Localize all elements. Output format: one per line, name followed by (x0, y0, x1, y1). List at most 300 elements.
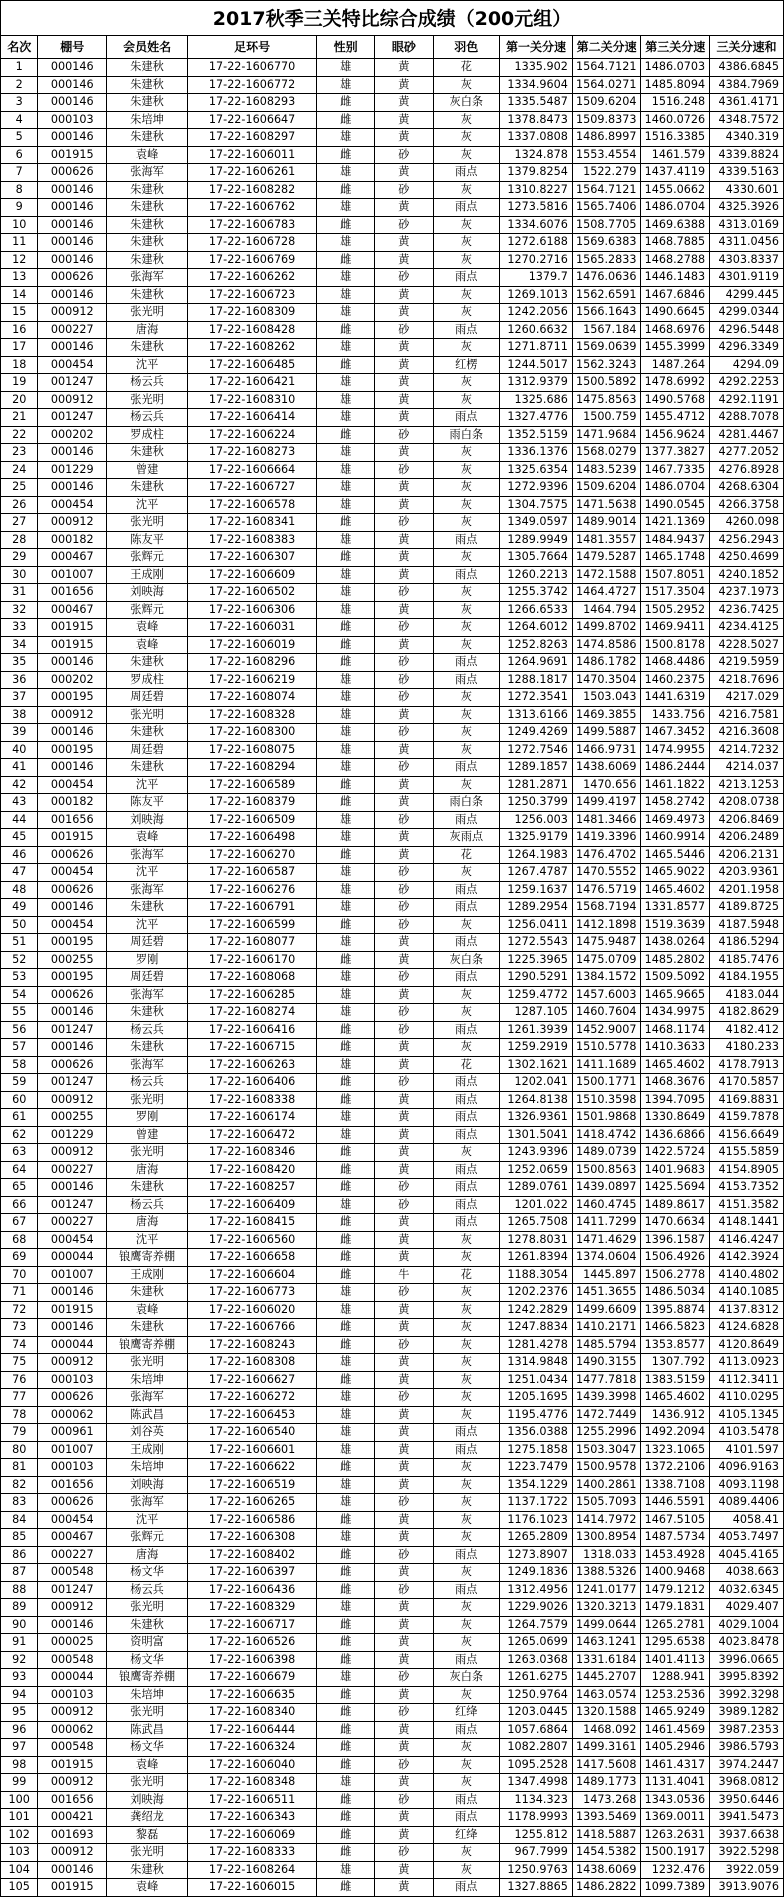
cell-ring-no: 17-22-1608329 (188, 1599, 317, 1617)
cell-total-speed: 4206.2131 (710, 846, 784, 864)
cell-eye-sand: 砂 (375, 181, 433, 199)
cell-rank: 54 (1, 986, 38, 1004)
cell-member-name: 张海军 (107, 1389, 188, 1407)
table-row (1, 444, 784, 462)
cell-rank: 20 (1, 391, 38, 409)
cell-stage2-speed: 1553.4554 (572, 146, 641, 164)
cell-stage2-speed: 1486.8997 (572, 129, 641, 147)
cell-member-name: 唐海 (107, 1161, 188, 1179)
cell-eye-sand: 黄 (375, 846, 433, 864)
cell-member-name: 张光明 (107, 1774, 188, 1792)
cell-ring-no: 17-22-1606589 (188, 776, 317, 794)
cell-sex: 雌 (317, 94, 375, 112)
cell-stage1-speed: 1264.7579 (500, 1616, 573, 1634)
cell-stage3-speed: 1489.8617 (641, 1196, 710, 1214)
cell-ring-no: 17-22-1606647 (188, 111, 317, 129)
cell-sex: 雄 (317, 1056, 375, 1074)
table-row (1, 1214, 784, 1232)
cell-ring-no: 17-22-1608077 (188, 934, 317, 952)
cell-stage2-speed: 1500.759 (572, 409, 641, 427)
table-row (1, 1424, 784, 1442)
table-row (1, 1634, 784, 1652)
cell-rank: 79 (1, 1424, 38, 1442)
cell-stage3-speed: 1458.2742 (641, 794, 710, 812)
cell-shed-no: 000912 (38, 706, 107, 724)
cell-stage2-speed: 1400.2861 (572, 1476, 641, 1494)
cell-member-name: 朱建秋 (107, 724, 188, 742)
cell-sex: 雌 (317, 776, 375, 794)
cell-rank: 17 (1, 339, 38, 357)
table-row (1, 479, 784, 497)
cell-stage2-speed: 1499.8702 (572, 619, 641, 637)
table-row (1, 1599, 784, 1617)
cell-rank: 80 (1, 1441, 38, 1459)
cell-stage1-speed: 1289.2954 (500, 899, 573, 917)
table-row (1, 724, 784, 742)
cell-member-name: 陈友平 (107, 794, 188, 812)
cell-feather-color: 灰 (433, 706, 500, 724)
cell-sex: 雄 (317, 531, 375, 549)
cell-stage2-speed: 1562.3243 (572, 356, 641, 374)
cell-stage1-speed: 1261.8394 (500, 1249, 573, 1267)
cell-total-speed: 4296.5448 (710, 321, 784, 339)
table-row (1, 969, 784, 987)
cell-member-name: 朱建秋 (107, 94, 188, 112)
cell-stage1-speed: 1242.2829 (500, 1301, 573, 1319)
cell-rank: 65 (1, 1179, 38, 1197)
cell-sex: 雄 (317, 164, 375, 182)
cell-shed-no: 000454 (38, 776, 107, 794)
cell-shed-no: 000227 (38, 321, 107, 339)
cell-feather-color: 雨点 (433, 1021, 500, 1039)
cell-stage2-speed: 1452.9007 (572, 1021, 641, 1039)
cell-stage2-speed: 1438.6069 (572, 759, 641, 777)
cell-eye-sand: 黄 (375, 1441, 433, 1459)
cell-eye-sand: 砂 (375, 899, 433, 917)
cell-stage3-speed: 1465.9249 (641, 1704, 710, 1722)
cell-stage1-speed: 1301.5041 (500, 1126, 573, 1144)
cell-stage2-speed: 1418.5887 (572, 1826, 641, 1844)
cell-ring-no: 17-22-1606285 (188, 986, 317, 1004)
cell-rank: 51 (1, 934, 38, 952)
cell-eye-sand: 砂 (375, 654, 433, 672)
cell-ring-no: 17-22-1606011 (188, 146, 317, 164)
cell-member-name: 张海军 (107, 164, 188, 182)
cell-sex: 雄 (317, 1861, 375, 1879)
table-row (1, 1721, 784, 1739)
cell-shed-no: 000227 (38, 1214, 107, 1232)
cell-ring-no: 17-22-1606511 (188, 1791, 317, 1809)
cell-total-speed: 4105.1345 (710, 1406, 784, 1424)
table-row (1, 1039, 784, 1057)
cell-total-speed: 4203.9361 (710, 864, 784, 882)
cell-sex: 雌 (317, 1686, 375, 1704)
cell-ring-no: 17-22-1608379 (188, 794, 317, 812)
cell-total-speed: 4340.319 (710, 129, 784, 147)
cell-eye-sand: 砂 (375, 1179, 433, 1197)
table-row (1, 1336, 784, 1354)
cell-member-name: 沈平 (107, 356, 188, 374)
cell-stage2-speed: 1470.656 (572, 776, 641, 794)
cell-stage3-speed: 1517.3504 (641, 584, 710, 602)
cell-eye-sand: 黄 (375, 1459, 433, 1477)
cell-feather-color: 灰 (433, 251, 500, 269)
cell-stage3-speed: 1422.5724 (641, 1144, 710, 1162)
table-row (1, 1389, 784, 1407)
cell-stage2-speed: 1445.2707 (572, 1669, 641, 1687)
cell-stage1-speed: 1326.9361 (500, 1109, 573, 1127)
cell-ring-no: 17-22-1608308 (188, 1354, 317, 1372)
cell-total-speed: 4299.0344 (710, 304, 784, 322)
cell-shed-no: 000255 (38, 951, 107, 969)
cell-feather-color: 雨点 (433, 1581, 500, 1599)
cell-feather-color: 灰 (433, 1301, 500, 1319)
cell-total-speed: 4216.7581 (710, 706, 784, 724)
cell-stage3-speed: 1421.1369 (641, 514, 710, 532)
cell-shed-no: 000146 (38, 94, 107, 112)
cell-shed-no: 000626 (38, 881, 107, 899)
cell-member-name: 杨文华 (107, 1564, 188, 1582)
cell-stage3-speed: 1484.9437 (641, 531, 710, 549)
cell-total-speed: 4213.1253 (710, 776, 784, 794)
cell-rank: 15 (1, 304, 38, 322)
cell-stage2-speed: 1412.1898 (572, 916, 641, 934)
cell-stage3-speed: 1461.1822 (641, 776, 710, 794)
cell-stage2-speed: 1469.3855 (572, 706, 641, 724)
cell-feather-color: 雨点 (433, 1651, 500, 1669)
cell-feather-color: 雨点 (433, 1424, 500, 1442)
cell-feather-color: 雨点 (433, 1791, 500, 1809)
cell-eye-sand: 砂 (375, 1844, 433, 1862)
cell-eye-sand: 砂 (375, 1336, 433, 1354)
cell-rank: 37 (1, 689, 38, 707)
table-row (1, 1564, 784, 1582)
cell-stage3-speed: 1490.0545 (641, 496, 710, 514)
table-row (1, 1179, 784, 1197)
cell-rank: 91 (1, 1634, 38, 1652)
cell-stage2-speed: 1489.9014 (572, 514, 641, 532)
cell-sex: 雌 (317, 1809, 375, 1827)
cell-sex: 雌 (317, 216, 375, 234)
cell-feather-color: 雨白条 (433, 794, 500, 812)
cell-sex: 雌 (317, 356, 375, 374)
cell-rank: 56 (1, 1021, 38, 1039)
cell-total-speed: 4281.4467 (710, 426, 784, 444)
table-row (1, 881, 784, 899)
cell-rank: 32 (1, 601, 38, 619)
cell-total-speed: 4206.8469 (710, 811, 784, 829)
cell-eye-sand: 砂 (375, 619, 433, 637)
cell-stage2-speed: 1486.2822 (572, 1879, 641, 1897)
cell-rank: 72 (1, 1301, 38, 1319)
cell-shed-no: 000146 (38, 1616, 107, 1634)
cell-stage2-speed: 1471.9684 (572, 426, 641, 444)
cell-stage1-speed: 1255.3742 (500, 584, 573, 602)
cell-stage3-speed: 1500.1917 (641, 1844, 710, 1862)
cell-eye-sand: 黄 (375, 951, 433, 969)
cell-ring-no: 17-22-1606421 (188, 374, 317, 392)
table-row (1, 619, 784, 637)
cell-sex: 雌 (317, 1546, 375, 1564)
cell-eye-sand: 黄 (375, 1126, 433, 1144)
cell-total-speed: 4361.4171 (710, 94, 784, 112)
cell-rank: 10 (1, 216, 38, 234)
cell-ring-no: 17-22-1606272 (188, 1389, 317, 1407)
cell-stage1-speed: 1243.9396 (500, 1144, 573, 1162)
cell-rank: 41 (1, 759, 38, 777)
cell-feather-color: 灰 (433, 1406, 500, 1424)
table-row (1, 1739, 784, 1757)
table-row (1, 794, 784, 812)
cell-eye-sand: 黄 (375, 1879, 433, 1897)
cell-sex: 雄 (317, 479, 375, 497)
cell-total-speed: 4218.7696 (710, 671, 784, 689)
cell-sex: 雌 (317, 1021, 375, 1039)
cell-feather-color: 雨点 (433, 1721, 500, 1739)
cell-member-name: 周廷碧 (107, 934, 188, 952)
cell-stage1-speed: 1223.7479 (500, 1459, 573, 1477)
cell-stage3-speed: 1461.4569 (641, 1721, 710, 1739)
cell-total-speed: 4186.5294 (710, 934, 784, 952)
cell-ring-no: 17-22-1606783 (188, 216, 317, 234)
cell-rank: 9 (1, 199, 38, 217)
cell-feather-color: 雨点 (433, 199, 500, 217)
cell-stage3-speed: 1377.3827 (641, 444, 710, 462)
cell-shed-no: 001915 (38, 146, 107, 164)
cell-rank: 77 (1, 1389, 38, 1407)
cell-total-speed: 4311.0456 (710, 234, 784, 252)
table-row (1, 899, 784, 917)
cell-rank: 75 (1, 1354, 38, 1372)
table-row (1, 216, 784, 234)
cell-shed-no: 000182 (38, 794, 107, 812)
cell-stage2-speed: 1569.6383 (572, 234, 641, 252)
cell-sex: 雄 (317, 706, 375, 724)
cell-eye-sand: 砂 (375, 1791, 433, 1809)
cell-ring-no: 17-22-1606020 (188, 1301, 317, 1319)
table-row (1, 286, 784, 304)
cell-stage3-speed: 1446.1483 (641, 269, 710, 287)
cell-ring-no: 17-22-1606015 (188, 1879, 317, 1897)
cell-stage3-speed: 1505.2952 (641, 601, 710, 619)
cell-shed-no: 000146 (38, 59, 107, 77)
cell-stage3-speed: 1479.1831 (641, 1599, 710, 1617)
cell-stage3-speed: 1307.792 (641, 1354, 710, 1372)
cell-rank: 11 (1, 234, 38, 252)
cell-member-name: 杨文华 (107, 1739, 188, 1757)
cell-sex: 雌 (317, 181, 375, 199)
table-row (1, 1371, 784, 1389)
cell-total-speed: 4183.044 (710, 986, 784, 1004)
cell-ring-no: 17-22-1608262 (188, 339, 317, 357)
cell-feather-color: 灰 (433, 1494, 500, 1512)
cell-stage3-speed: 1288.941 (641, 1669, 710, 1687)
cell-stage3-speed: 1099.7389 (641, 1879, 710, 1897)
cell-ring-no: 17-22-1608296 (188, 654, 317, 672)
cell-member-name: 王成刚 (107, 566, 188, 584)
cell-eye-sand: 砂 (375, 146, 433, 164)
cell-eye-sand: 黄 (375, 391, 433, 409)
header-rank: 名次 (1, 36, 38, 59)
cell-stage2-speed: 1500.8563 (572, 1161, 641, 1179)
table-row (1, 986, 784, 1004)
cell-shed-no: 000912 (38, 1599, 107, 1617)
cell-stage3-speed: 1486.0704 (641, 479, 710, 497)
cell-total-speed: 3986.5793 (710, 1739, 784, 1757)
cell-sex: 雄 (317, 234, 375, 252)
cell-total-speed: 4214.7232 (710, 741, 784, 759)
table-row (1, 234, 784, 252)
cell-total-speed: 4339.8824 (710, 146, 784, 164)
cell-total-speed: 4208.0738 (710, 794, 784, 812)
cell-stage3-speed: 1441.6319 (641, 689, 710, 707)
cell-stage3-speed: 1400.9468 (641, 1564, 710, 1582)
cell-rank: 28 (1, 531, 38, 549)
cell-stage1-speed: 1247.8834 (500, 1319, 573, 1337)
cell-feather-color: 雨点 (433, 1091, 500, 1109)
cell-stage1-speed: 1265.7508 (500, 1214, 573, 1232)
cell-shed-no: 000195 (38, 689, 107, 707)
cell-stage2-speed: 1417.5608 (572, 1756, 641, 1774)
cell-eye-sand: 黄 (375, 1406, 433, 1424)
cell-sex: 雄 (317, 969, 375, 987)
cell-shed-no: 000146 (38, 234, 107, 252)
cell-feather-color: 灰 (433, 601, 500, 619)
cell-stage2-speed: 1384.1572 (572, 969, 641, 987)
table-row (1, 1301, 784, 1319)
cell-stage2-speed: 1241.0177 (572, 1581, 641, 1599)
cell-stage3-speed: 1469.9411 (641, 619, 710, 637)
cell-shed-no: 000103 (38, 111, 107, 129)
cell-shed-no: 000195 (38, 934, 107, 952)
cell-eye-sand: 黄 (375, 794, 433, 812)
cell-feather-color: 雨点 (433, 409, 500, 427)
cell-shed-no: 000103 (38, 1371, 107, 1389)
cell-stage1-speed: 1134.323 (500, 1791, 573, 1809)
cell-shed-no: 000044 (38, 1669, 107, 1687)
cell-rank: 8 (1, 181, 38, 199)
cell-shed-no: 000146 (38, 76, 107, 94)
table-row (1, 76, 784, 94)
cell-sex: 雄 (317, 1424, 375, 1442)
cell-stage3-speed: 1468.1174 (641, 1021, 710, 1039)
cell-sex: 雌 (317, 1459, 375, 1477)
cell-stage3-speed: 1485.2802 (641, 951, 710, 969)
cell-stage3-speed: 1486.0704 (641, 199, 710, 217)
cell-ring-no: 17-22-1606519 (188, 1476, 317, 1494)
cell-member-name: 周廷碧 (107, 741, 188, 759)
cell-feather-color: 灰 (433, 76, 500, 94)
cell-member-name: 朱建秋 (107, 1004, 188, 1022)
cell-feather-color: 雨点 (433, 1879, 500, 1897)
cell-rank: 62 (1, 1126, 38, 1144)
cell-total-speed: 4142.3924 (710, 1249, 784, 1267)
cell-shed-no: 000548 (38, 1564, 107, 1582)
cell-sex: 雌 (317, 1214, 375, 1232)
cell-eye-sand: 黄 (375, 1564, 433, 1582)
table-row (1, 1669, 784, 1687)
table-row (1, 1161, 784, 1179)
cell-stage1-speed: 1263.0368 (500, 1651, 573, 1669)
cell-stage2-speed: 1451.3655 (572, 1284, 641, 1302)
cell-rank: 44 (1, 811, 38, 829)
cell-stage3-speed: 1455.4712 (641, 409, 710, 427)
cell-rank: 100 (1, 1791, 38, 1809)
cell-stage2-speed: 1508.7705 (572, 216, 641, 234)
cell-member-name: 沈平 (107, 916, 188, 934)
cell-stage1-speed: 1313.6166 (500, 706, 573, 724)
cell-shed-no: 000146 (38, 216, 107, 234)
cell-stage2-speed: 1489.1773 (572, 1774, 641, 1792)
cell-rank: 93 (1, 1669, 38, 1687)
cell-shed-no: 000454 (38, 916, 107, 934)
table-row (1, 1266, 784, 1284)
cell-ring-no: 17-22-1606609 (188, 566, 317, 584)
cell-stage2-speed: 1471.4629 (572, 1231, 641, 1249)
cell-ring-no: 17-22-1606664 (188, 461, 317, 479)
table-row (1, 531, 784, 549)
results-table (0, 35, 784, 1897)
cell-member-name: 张光明 (107, 1704, 188, 1722)
cell-feather-color: 灰 (433, 111, 500, 129)
cell-stage2-speed: 1411.1689 (572, 1056, 641, 1074)
table-row (1, 1756, 784, 1774)
cell-member-name: 张光明 (107, 1144, 188, 1162)
cell-total-speed: 4325.3926 (710, 199, 784, 217)
cell-member-name: 罗成柱 (107, 671, 188, 689)
cell-sex: 雄 (317, 829, 375, 847)
table-row (1, 1651, 784, 1669)
cell-member-name: 周廷碧 (107, 689, 188, 707)
cell-stage2-speed: 1393.5469 (572, 1809, 641, 1827)
cell-eye-sand: 黄 (375, 1301, 433, 1319)
cell-eye-sand: 黄 (375, 829, 433, 847)
table-row (1, 1021, 784, 1039)
cell-shed-no: 001915 (38, 1756, 107, 1774)
cell-stage2-speed: 1562.6591 (572, 286, 641, 304)
cell-rank: 102 (1, 1826, 38, 1844)
cell-total-speed: 4153.7352 (710, 1179, 784, 1197)
cell-total-speed: 4112.3411 (710, 1371, 784, 1389)
cell-stage1-speed: 1178.9993 (500, 1809, 573, 1827)
cell-sex: 雄 (317, 1599, 375, 1617)
cell-stage1-speed: 1334.9604 (500, 76, 573, 94)
cell-ring-no: 17-22-1606526 (188, 1634, 317, 1652)
cell-feather-color: 灰 (433, 374, 500, 392)
cell-rank: 83 (1, 1494, 38, 1512)
cell-shed-no: 001247 (38, 1196, 107, 1214)
cell-shed-no: 000146 (38, 479, 107, 497)
cell-stage3-speed: 1487.5734 (641, 1529, 710, 1547)
table-row (1, 1686, 784, 1704)
cell-sex: 雄 (317, 811, 375, 829)
cell-ring-no: 17-22-1606444 (188, 1721, 317, 1739)
cell-eye-sand: 砂 (375, 269, 433, 287)
cell-feather-color: 灰 (433, 286, 500, 304)
cell-ring-no: 17-22-1608294 (188, 759, 317, 777)
cell-sex: 雌 (317, 1704, 375, 1722)
cell-shed-no: 000195 (38, 969, 107, 987)
cell-rank: 73 (1, 1319, 38, 1337)
cell-total-speed: 4276.8928 (710, 461, 784, 479)
cell-ring-no: 17-22-1606324 (188, 1739, 317, 1757)
table-row (1, 566, 784, 584)
cell-sex: 雄 (317, 76, 375, 94)
cell-eye-sand: 砂 (375, 1004, 433, 1022)
cell-total-speed: 4159.7878 (710, 1109, 784, 1127)
cell-stage1-speed: 1356.0388 (500, 1424, 573, 1442)
cell-member-name: 刘谷英 (107, 1424, 188, 1442)
